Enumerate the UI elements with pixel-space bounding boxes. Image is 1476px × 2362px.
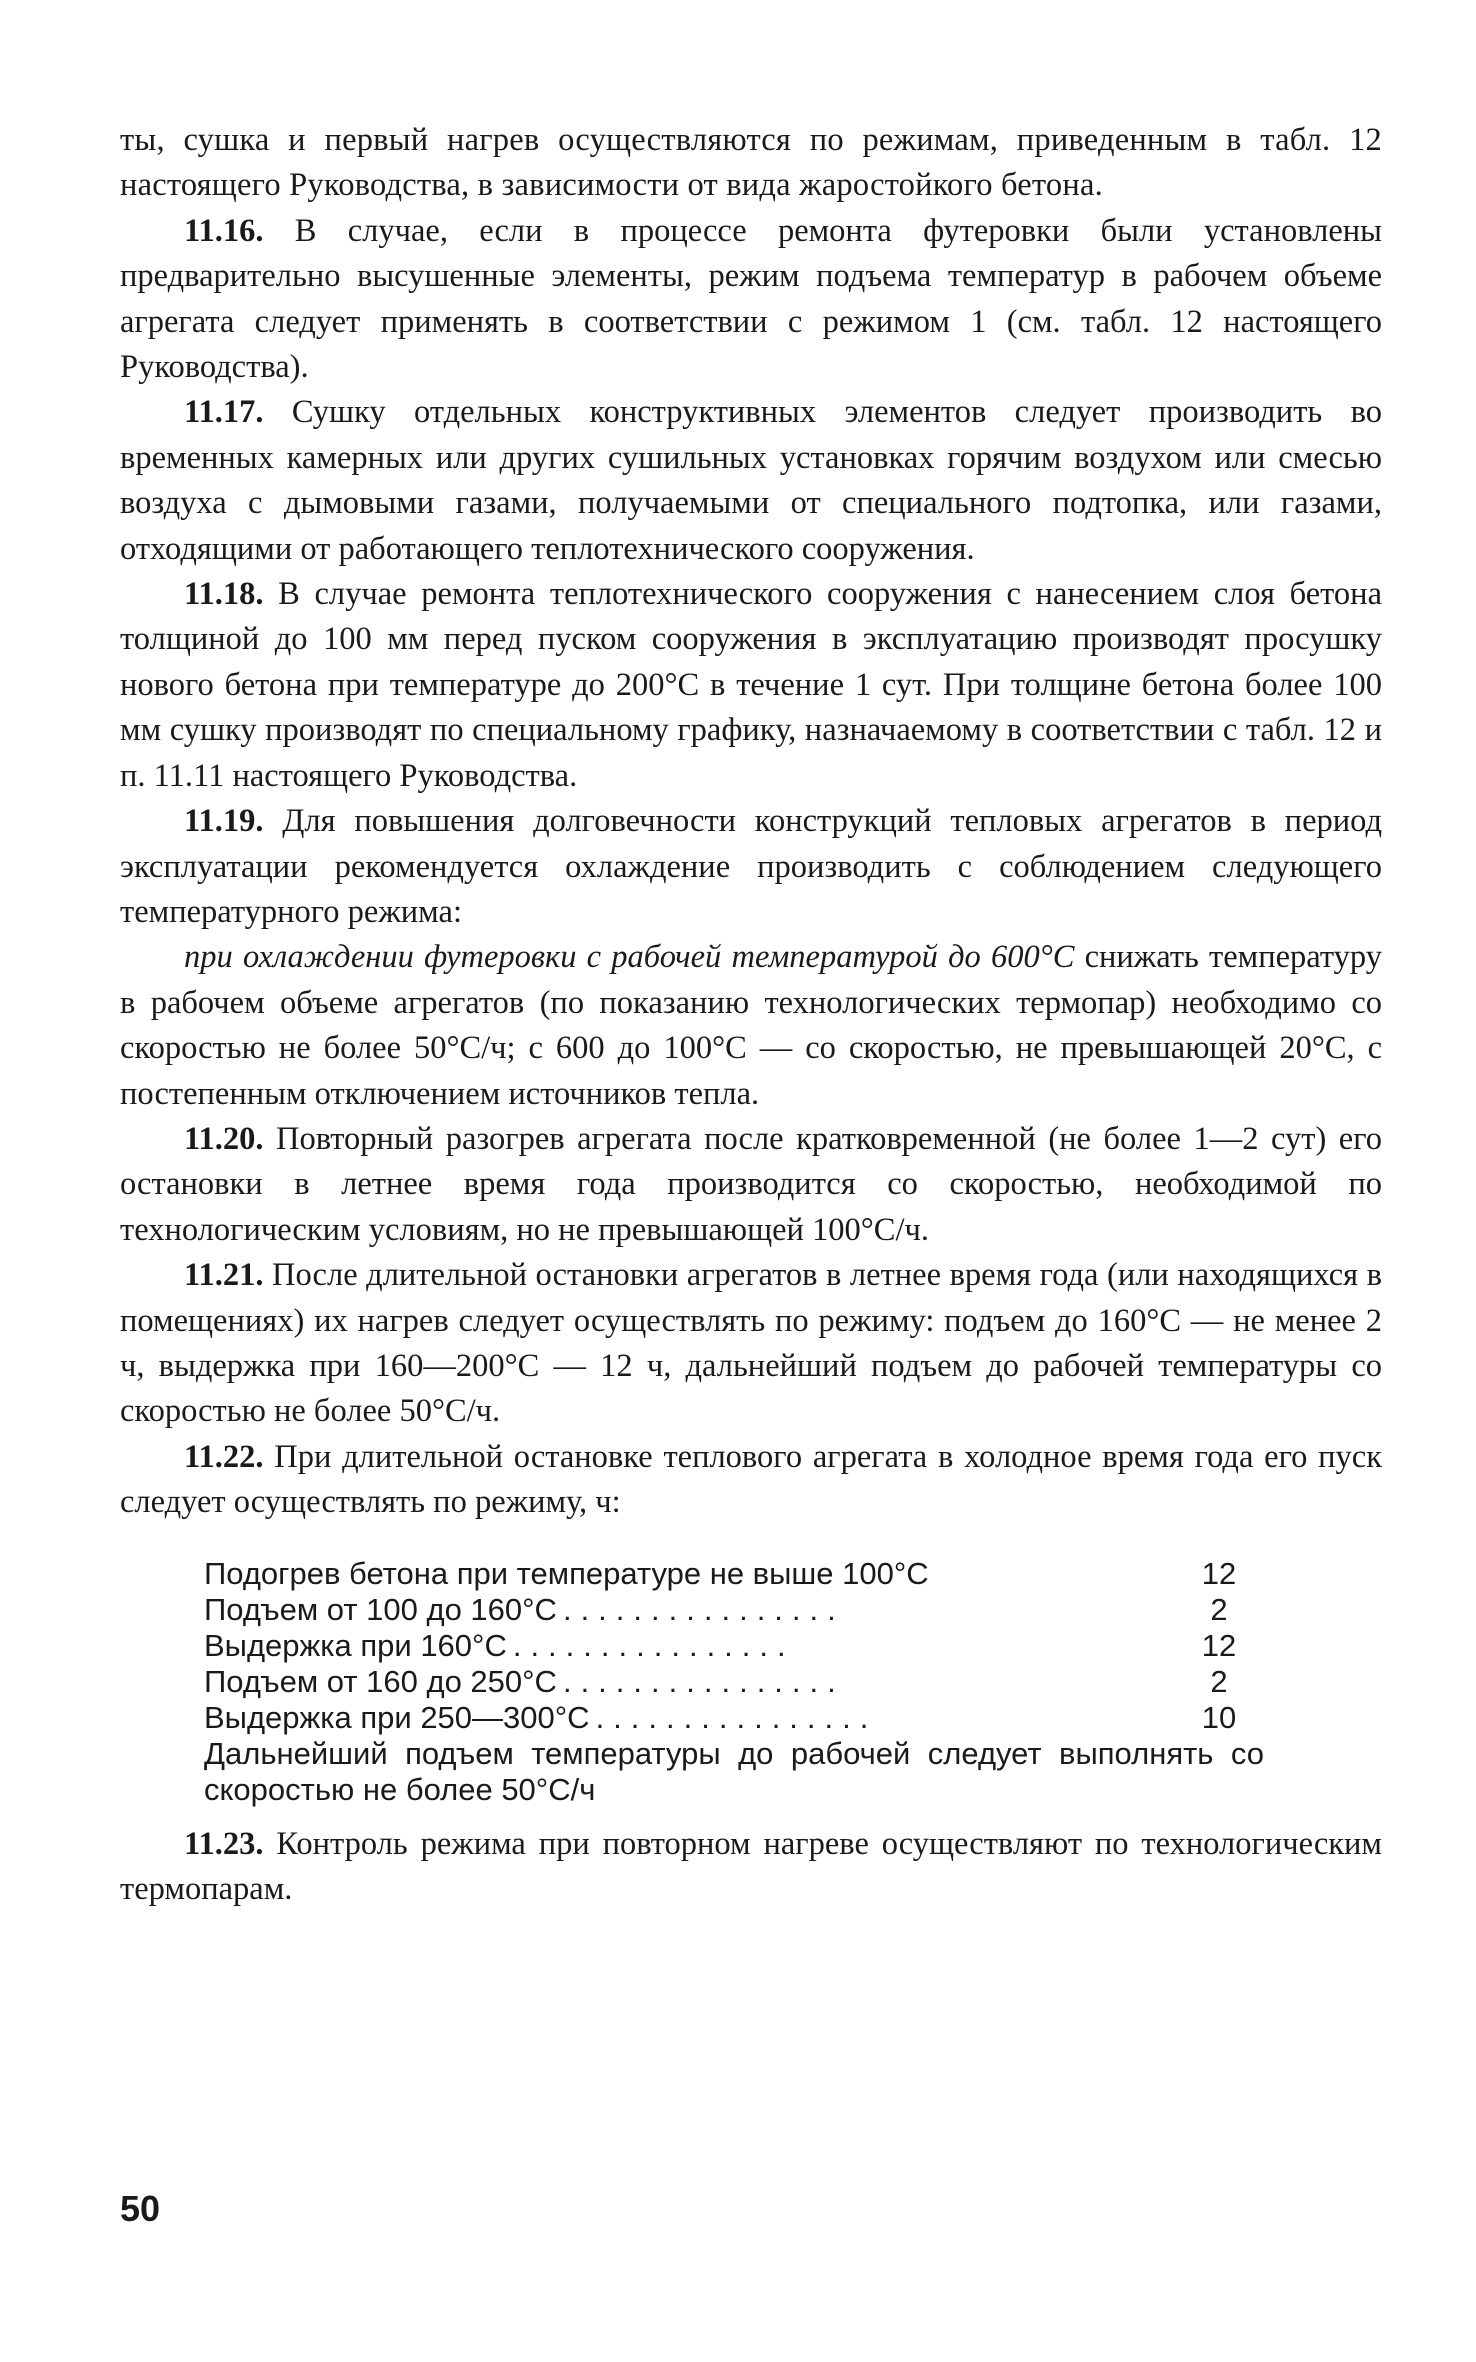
schedule-label: Выдержка при 250—300°С	[204, 1699, 590, 1735]
paragraph-11-20	[120, 1117, 1382, 1253]
cooling-italic: при охлаждении футеровки с рабочей температурой до 600°С	[184, 939, 1075, 976]
paragraph-11-18	[120, 572, 1382, 799]
paragraph-text: При длительной остановке теплового агрегата в холодное время года его пуск следует осуществлять по режиму, ч:	[120, 1438, 1382, 1521]
schedule-label: Подогрев бетона при температуре не выше 100°С	[204, 1555, 929, 1591]
schedule-note: Дальнейший подъем температуры до рабочей следует выполнять со скоростью не более 50°С/ч	[204, 1735, 1264, 1807]
paragraph-number: 11.21.	[184, 1257, 264, 1294]
schedule-leader-dots: ................	[512, 1627, 795, 1663]
schedule-row	[204, 1700, 1264, 1736]
schedule-value: 2	[1210, 1591, 1228, 1627]
paragraph-text: Для повышения долговечности конструкций тепловых агрегатов в период эксплуатации рекомендуется охлаждение производить с соблюдением следующего температурного режима:	[120, 803, 1382, 930]
paragraph-11-21	[120, 1253, 1382, 1435]
schedule-row	[204, 1628, 1264, 1664]
schedule-value: 12	[1201, 1627, 1237, 1663]
paragraph-text: В случае, если в процессе ремонта футеровки были установлены предварительно высушенные элементы, режим подъема температур в рабочем объеме агрегата следует применять в соответствии с режимом 1 (см. табл. 12 настоящего Руководства).	[120, 212, 1382, 386]
paragraph-number: 11.17.	[184, 394, 264, 431]
schedule-label: Подъем от 160 до 250°С	[204, 1663, 557, 1699]
schedule-row	[204, 1664, 1264, 1700]
schedule-leader-dots: ................	[595, 1699, 878, 1735]
schedule-value: 12	[1201, 1555, 1237, 1591]
document-page	[120, 118, 1382, 1912]
cooling-text: снижать температуру в рабочем объеме агрегатов (по показанию технологических термопар) необходимо со скоростью не более 50°С/ч; с 600 до 100°С — со скоростью, не превышающей 20°С, с постепенным отключением источников тепла.	[120, 939, 1382, 1112]
paragraph-text: Контроль режима при повторном нагреве осуществляют по технологическим термопарам.	[120, 1825, 1382, 1907]
paragraph-11-19	[120, 799, 1382, 935]
paragraph-number: 11.22.	[184, 1438, 264, 1475]
schedule-leader-dots: ................	[562, 1663, 845, 1699]
paragraph-number: 11.18.	[184, 576, 264, 613]
paragraph-text: Повторный разогрев агрегата после кратковременной (не более 1—2 сут) его остановки в летнее время года производится со скоростью, необходимой по технологическим условиям, но не превышающей 100°С/ч.	[120, 1120, 1382, 1248]
schedule-label: Подъем от 100 до 160°С	[204, 1591, 557, 1627]
page-number: 50	[120, 2188, 161, 2229]
paragraph-number: 11.23.	[184, 1825, 264, 1862]
paragraph-11-16	[120, 209, 1382, 391]
cooling-regime	[120, 935, 1382, 1117]
schedule-leader-dots: ................	[562, 1591, 845, 1627]
schedule-label: Выдержка при 160°С	[204, 1627, 507, 1663]
paragraph-11-22	[120, 1435, 1382, 1526]
intro-text: ты, сушка и первый нагрев осуществляются по режимам, приведенным в табл. 12 настоящего Руководства, в зависимости от вида жаростойкого бетона.	[120, 122, 1382, 204]
paragraph-number: 11.16.	[184, 212, 264, 249]
intro-paragraph	[120, 118, 1382, 209]
paragraph-text: Сушку отдельных конструктивных элементов следует производить во временных камерных или других сушильных установках горячим воздухом или смесью воздуха с дымовыми газами, получаемыми от специального подтопка, или газами, отходящими от работающего теплотехнического сооружения.	[120, 394, 1382, 567]
paragraph-11-23	[120, 1822, 1382, 1913]
schedule-value: 10	[1201, 1699, 1237, 1735]
paragraph-11-17	[120, 390, 1382, 572]
schedule-value: 2	[1210, 1663, 1228, 1699]
paragraph-text: В случае ремонта теплотехнического сооружения с нанесением слоя бетона толщиной до 100 мм перед пуском сооружения в эксплуатацию производят просушку нового бетона при температуре до 200°С в течение 1 сут. При толщине бетона более 100 мм сушку производят по специальному графику, назначаемому в соответствии с табл. 12 и п. 11.11 настоящего Руководства.	[120, 576, 1382, 794]
paragraph-text: После длительной остановки агрегатов в летнее время года (или находящихся в помещениях) их нагрев следует осуществлять по режиму: подъем до 160°С — не менее 2 ч, выдержка при 160—200°С — 12 ч, дальнейший подъем до рабочей температуры со скоростью не более 50°С/ч.	[120, 1257, 1382, 1430]
paragraph-number: 11.19.	[184, 803, 264, 840]
schedule-row	[204, 1556, 1264, 1592]
heating-schedule	[204, 1556, 1264, 1808]
schedule-row	[204, 1592, 1264, 1628]
paragraph-number: 11.20.	[184, 1120, 264, 1157]
